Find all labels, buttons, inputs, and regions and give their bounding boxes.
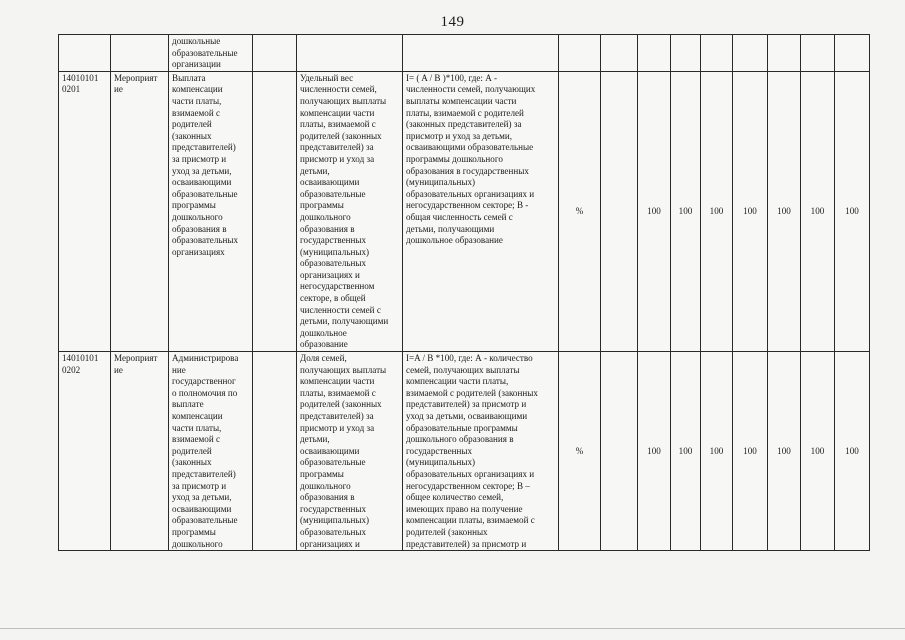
code-cell [59, 35, 111, 72]
formula-cell: I=A / B *100, где: А - количество семей, получающих выплаты компенсации части платы, взимаемой с родителей (законных представителей) за присмотр и уход за детьми, осваивающими образовательные программы дошкольного образования в государственных (муниципальных) образовательных организациях и негосударственном секторе; В – общее количество семей, имеющих право на получение компенсации платы, взимаемой с родителей (законных представителей) за присмотр и [403, 352, 559, 551]
type-cell: Мероприят ие [111, 352, 169, 551]
value-cell: 100 [701, 352, 733, 551]
value-cell: 100 [768, 352, 801, 551]
table-row [59, 35, 870, 72]
table-row [59, 71, 870, 351]
value-cell [701, 35, 733, 72]
value-cell: 100 [801, 71, 835, 351]
value-cell [835, 35, 870, 72]
value-cell: 100 [835, 352, 870, 551]
value-cell [671, 35, 701, 72]
value-cell [601, 352, 638, 551]
value-cell [601, 71, 638, 351]
value-cell [801, 35, 835, 72]
page-bottom-edge [0, 628, 905, 629]
name-cell: Администрирова ние государственног о полномочия по выплате компенсации части платы, взимаемой с родителей (законных представителей) за присмотр и уход за детьми, осваивающими образовательные программы дошкольного [169, 352, 253, 551]
formula-cell: I= ( A / B )*100, где: А - численности семей, получающих выплаты компенсации части платы, взимаемой с родителей (законных представителей) за присмотр и уход за детьми, осваивающими образовательные программы дошкольного образования в государственных (муниципальных) образовательных организациях и негосударственном секторе; В - общая численность семей с детьми, получающими дошкольное образование [403, 71, 559, 351]
indicator-cell: Удельный вес численности семей, получающих выплаты компенсации части платы, взимаемой с родителей (законных представителей) за присмотр и уход за детьми, осваивающими образовательные программы дошкольного образования в государственных (муниципальных) образовательных организациях и негосударственном секторе, в общей численности семей с детьми, получающими дошкольное образование [297, 71, 403, 351]
empty-cell [253, 352, 297, 551]
formula-cell [403, 35, 559, 72]
empty-cell [253, 35, 297, 72]
indicator-cell: Доля семей, получающих выплаты компенсации части платы, взимаемой с родителей (законных представителей) за присмотр и уход за детьми, осваивающими образовательные программы дошкольного образования в государственных (муниципальных) образовательных организациях и [297, 352, 403, 551]
value-cell: 100 [768, 71, 801, 351]
empty-cell [253, 71, 297, 351]
value-cell: 100 [638, 71, 671, 351]
value-cell [601, 35, 638, 72]
page-number: 149 [440, 14, 465, 30]
program-indicators-table [58, 34, 870, 551]
unit-cell: % [559, 352, 601, 551]
indicator-cell [297, 35, 403, 72]
name-cell: Выплата компенсации части платы, взимаемой с родителей (законных представителей) за присмотр и уход за детьми, осваивающими образовательные программы дошкольного образования в образовательных организациях [169, 71, 253, 351]
code-cell: 14010101 0201 [59, 71, 111, 351]
value-cell: 100 [733, 352, 768, 551]
type-cell: Мероприят ие [111, 71, 169, 351]
code-cell: 14010101 0202 [59, 352, 111, 551]
unit-cell [559, 35, 601, 72]
value-cell [733, 35, 768, 72]
value-cell: 100 [701, 71, 733, 351]
table-row [59, 352, 870, 551]
unit-cell: % [559, 71, 601, 351]
value-cell: 100 [671, 71, 701, 351]
value-cell [638, 35, 671, 72]
value-cell: 100 [835, 71, 870, 351]
value-cell: 100 [671, 352, 701, 551]
value-cell: 100 [733, 71, 768, 351]
type-cell [111, 35, 169, 72]
name-cell: дошкольные образовательные организации [169, 35, 253, 72]
value-cell: 100 [801, 352, 835, 551]
value-cell [768, 35, 801, 72]
value-cell: 100 [638, 352, 671, 551]
